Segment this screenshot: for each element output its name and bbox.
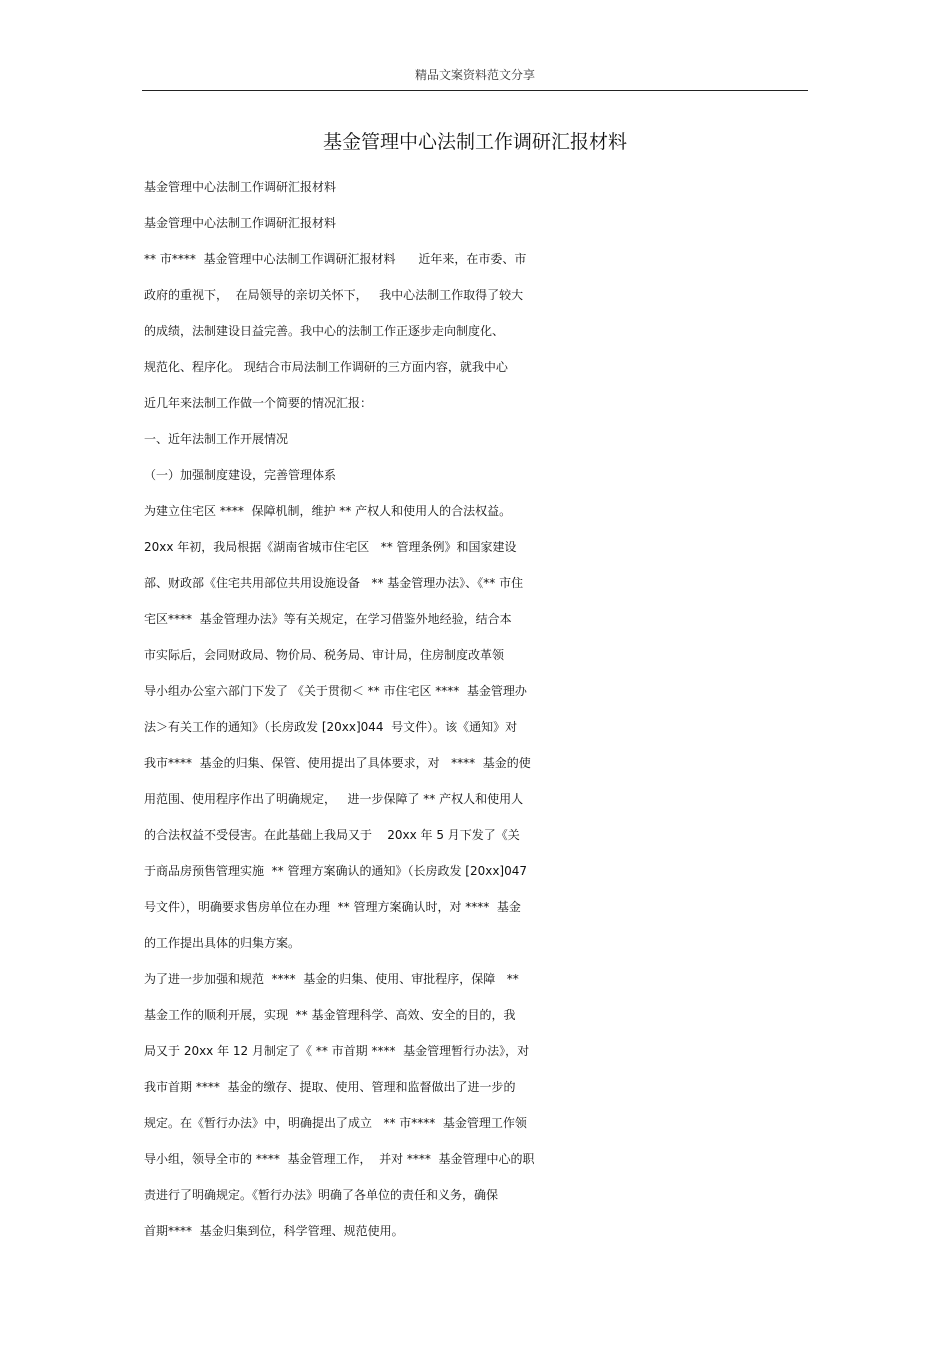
text-line: 我市**** 基金的归集、保管、使用提出了具体要求，对 **** 基金的使 [144,756,531,770]
text-line: 导小组，领导全市的 **** 基金管理工作， 并对 **** 基金管理中心的职 [144,1152,535,1166]
text-line: 一、近年法制工作开展情况 [144,432,289,446]
text-line: 我市首期 **** 基金的缴存、提取、使用、管理和监督做出了进一步的 [144,1080,516,1094]
text-line: 号文件），明确要求售房单位在办理 ** 管理方案确认时，对 **** 基金 [144,900,521,914]
text-line: 责进行了明确规定。《暂行办法》明确了各单位的责任和义务，确保 [144,1188,499,1202]
text-line: 市实际后，会同财政局、物价局、税务局、审计局，住房制度改革领 [144,648,505,662]
text-line: 部、财政部《住宅共用部位共用设施设备 ** 基金管理办法》、《** 市住 [144,576,524,590]
text-line: 的合法权益不受侵害。在此基础上我局又于 20xx 年 5 月下发了《关 [144,828,520,842]
text-line: （一）加强制度建设，完善管理体系 [144,468,337,482]
text-line: 规范化、程序化。 现结合市局法制工作调研的三方面内容，就我中心 [144,360,508,374]
text-line: 宅区**** 基金管理办法》等有关规定，在学习借鉴外地经验，结合本 [144,612,512,626]
document-body [144,172,814,1252]
text-line: 法＞有关工作的通知》（长房政发 [20xx]044 号文件）。该《通知》对 [144,720,518,734]
page-header: 精品文案资料范文分享 [414,68,535,82]
text-line: 的工作提出具体的归集方案。 [144,936,301,950]
text-line: ** 市**** 基金管理中心法制工作调研汇报材料 近年来，在市委、市 [144,252,527,266]
text-line: 为建立住宅区 **** 保障机制，维护 ** 产权人和使用人的合法权益。 [144,504,512,518]
text-line: 首期**** 基金归集到位，科学管理、规范使用。 [144,1224,404,1238]
document-title: 基金管理中心法制工作调研汇报材料 [322,131,627,153]
text-line: 基金管理中心法制工作调研汇报材料 [144,216,337,230]
text-line: 用范围、使用程序作出了明确规定， 进一步保障了 ** 产权人和使用人 [144,792,524,806]
text-line: 局又于 20xx 年 12 月制定了《 ** 市首期 **** 基金管理暂行办法》，对 [144,1044,530,1058]
text-line: 近几年来法制工作做一个简要的情况汇报： [144,396,373,410]
text-line: 的成绩，法制建设日益完善。我中心的法制工作正逐步走向制度化、 [144,324,505,338]
text-line: 基金工作的顺利开展，实现 ** 基金管理科学、高效、安全的目的，我 [144,1008,516,1022]
text-line: 政府的重视下， 在局领导的亲切关怀下， 我中心法制工作取得了较大 [144,288,524,302]
text-line: 20xx 年初，我局根据《湖南省城市住宅区 ** 管理条例》和国家建设 [144,540,517,554]
text-line: 于商品房预售管理实施 ** 管理方案确认的通知》（长房政发 [20xx]047 [144,864,528,878]
text-line: 规定。在《暂行办法》中，明确提出了成立 ** 市**** 基金管理工作领 [144,1116,527,1130]
text-line: 基金管理中心法制工作调研汇报材料 [144,180,337,194]
text-line: 导小组办公室六部门下发了 《关于贯彻＜ ** 市住宅区 **** 基金管理办 [144,684,527,698]
text-line: 为了进一步加强和规范 **** 基金的归集、使用、审批程序，保障 ** [144,972,519,986]
header-divider [142,90,808,91]
